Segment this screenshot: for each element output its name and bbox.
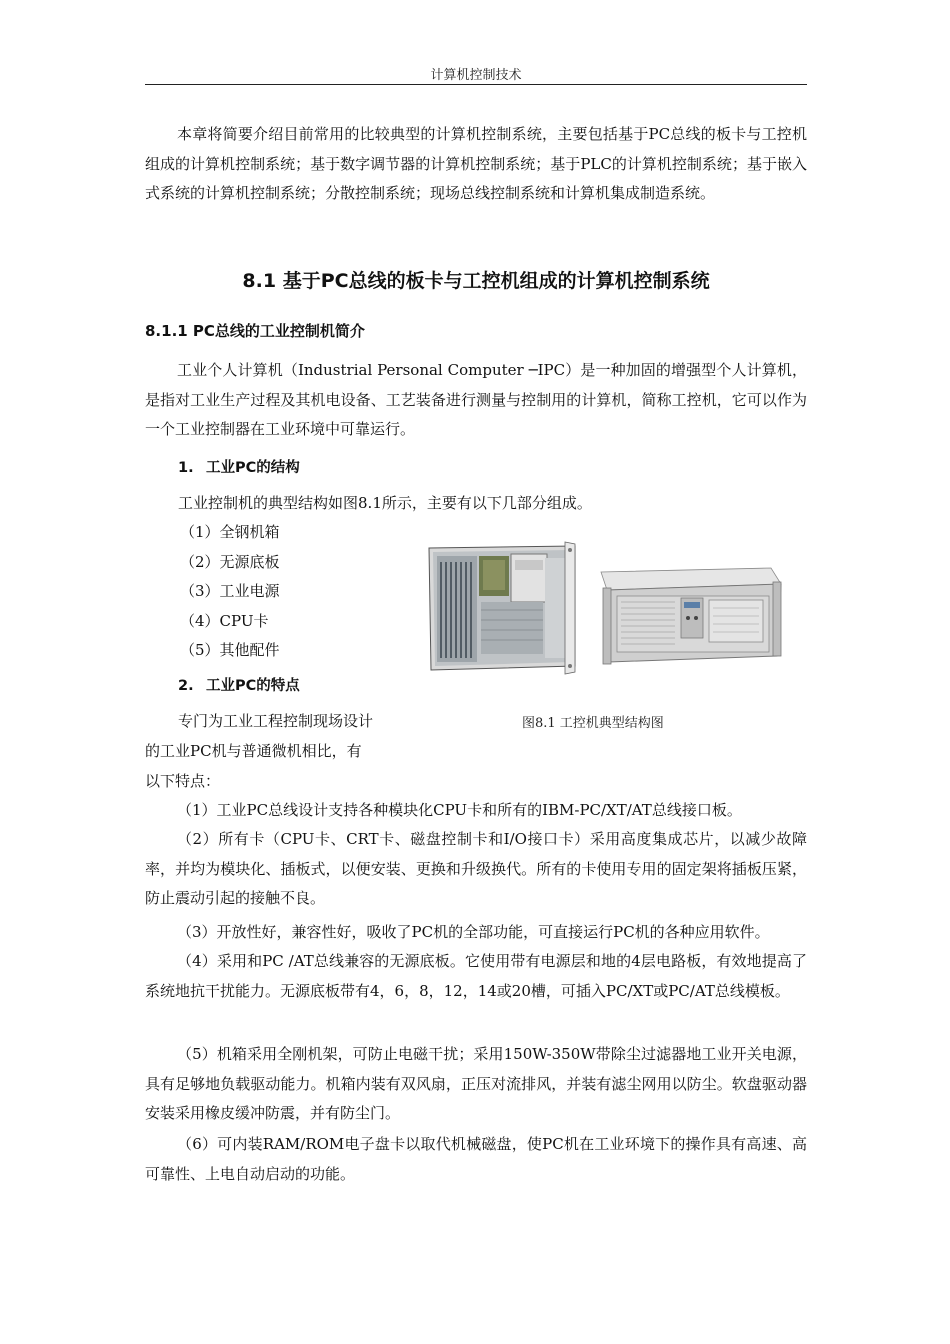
structure-item: （3）工业电源 xyxy=(180,582,280,600)
feature-item: （6）可内装RAM/ROM电子盘卡以取代机械磁盘，使PC机在工业环境下的操作具有高速、高可靠性、上电自动启动的功能。 xyxy=(145,1135,807,1183)
intro-paragraph: 本章将简要介绍目前常用的比较典型的计算机控制系统，主要包括基于PC总线的板卡与工控机组成的计算机控制系统；基于数字调节器的计算机控制系统；基于PLC的计算机控制系统；基于嵌入式系统的计算机控制系统；分散控制系统；现场总线控制系统和计算机集成制造系统。 xyxy=(145,125,807,202)
ipc-figure xyxy=(425,538,785,678)
figure-caption: 图8.1 工控机典型结构图 xyxy=(522,716,664,731)
feature-item: （1）工业PC总线设计支持各种模块化CPU卡和所有的IBM-PC/XT/AT总线接口板。 xyxy=(177,801,742,819)
structure-heading-text: 工业PC的结构 xyxy=(206,460,300,476)
feature-item: （5）机箱采用全刚机架，可防止电磁干扰；采用150W-350W带除尘过滤器地工业开关电源，具有足够地负载驱动能力。机箱内装有双风扇，正压对流排风，并装有滤尘网用以防尘。软盘驱动器安装采用橡皮缓冲防震，并有防尘门。 xyxy=(145,1045,807,1122)
features-heading-text: 工业PC的特点 xyxy=(206,678,300,694)
feature-item: （2）所有卡（CPU卡、CRT卡、磁盘控制卡和I/O接口卡）采用高度集成芯片，以减少故障率，并均为模块化、插板式，以便安装、更换和升级换代。所有的卡使用专用的固定架将插板压紧，防止震动引起的接触不良。 xyxy=(145,830,807,907)
subsection-heading: 8.1.1 PC总线的工业控制机简介 xyxy=(145,322,365,340)
header-rule xyxy=(145,84,807,85)
open-chassis-image xyxy=(429,542,575,674)
section-heading: 8.1 基于PC总线的板卡与工控机组成的计算机控制系统 xyxy=(242,270,710,292)
structure-intro: 工业控制机的典型结构如图8.1所示，主要有以下几部分组成。 xyxy=(178,494,592,512)
structure-item: （1）全钢机箱 xyxy=(180,523,280,541)
features-heading xyxy=(178,674,300,695)
structure-item: （2）无源底板 xyxy=(180,553,280,571)
structure-item: （5）其他配件 xyxy=(180,641,280,659)
structure-item: （4）CPU卡 xyxy=(180,612,269,630)
features-intro-line: 专门为工业工程控制现场设计 xyxy=(178,712,374,730)
features-heading-number: 2. xyxy=(178,678,194,694)
ipc-definition-paragraph: 工业个人计算机（Industrial Personal Computer ─IPC）是一种加固的增强型个人计算机，是指对工业生产过程及其机电设备、工艺装备进行测量与控制用的计算机，简称工控机，它可以作为一个工业控制器在工业环境中可靠运行。 xyxy=(145,361,807,438)
structure-heading xyxy=(178,456,300,477)
features-intro-line: 的工业PC机与普通微机相比，有 xyxy=(145,742,362,760)
rackmount-chassis-image xyxy=(601,568,781,664)
feature-item: （4）采用和PC /AT总线兼容的无源底板。它使用带有电源层和地的4层电路板，有效地提高了系统地抗干扰能力。无源底板带有4，6，8，12，14或20槽，可插入PC/XT或PC/AT总线模板。 xyxy=(145,952,807,1000)
feature-item: （3）开放性好，兼容性好，吸收了PC机的全部功能，可直接运行PC机的各种应用软件。 xyxy=(177,923,770,941)
features-intro-line: 以下特点： xyxy=(145,772,221,790)
running-header: 计算机控制技术 xyxy=(430,68,522,83)
structure-heading-number: 1. xyxy=(178,460,194,476)
